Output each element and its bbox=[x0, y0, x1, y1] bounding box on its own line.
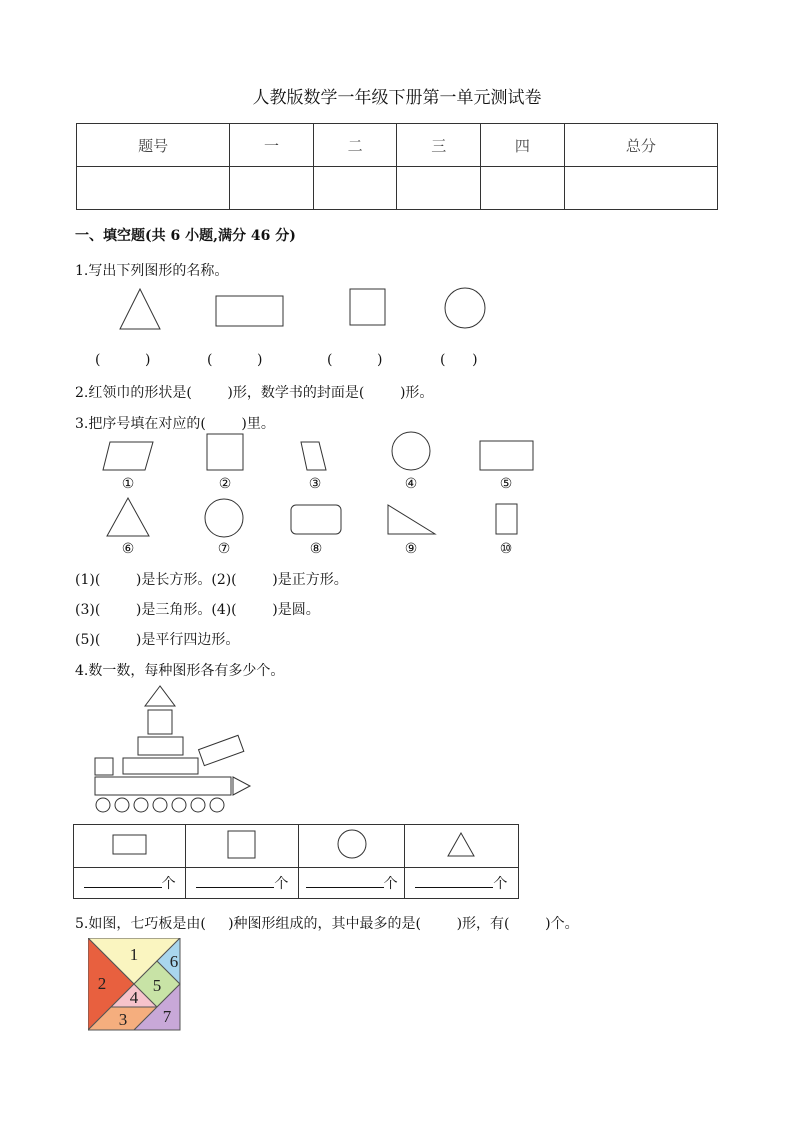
section-heading: 一、填空题(共 6 小题,满分 46 分) bbox=[75, 228, 296, 244]
circle-icon bbox=[115, 798, 129, 812]
score-header-cell: 一 bbox=[230, 124, 314, 167]
rectangle-icon bbox=[480, 441, 533, 470]
q1-blank[interactable]: ( ) bbox=[440, 352, 478, 368]
right-triangle-icon bbox=[388, 505, 435, 534]
score-header-cell: 三 bbox=[397, 124, 481, 167]
score-cell[interactable] bbox=[481, 167, 565, 210]
shape-number: ⑨ bbox=[404, 541, 418, 557]
q1-blank[interactable]: ( ) bbox=[327, 352, 383, 368]
square-icon bbox=[207, 434, 243, 470]
piece-number: 1 bbox=[129, 945, 139, 964]
parallelogram-icon bbox=[301, 442, 326, 470]
question-2: 2.红领巾的形状是( )形，数学书的封面是( )形。 bbox=[75, 385, 434, 401]
square-icon bbox=[350, 289, 385, 325]
rectangle-icon bbox=[110, 831, 150, 857]
score-header-cell: 题号 bbox=[77, 124, 230, 167]
circle-icon bbox=[191, 798, 205, 812]
answer-blank[interactable] bbox=[196, 873, 274, 888]
shape-number: ⑦ bbox=[217, 541, 231, 557]
circle-icon bbox=[96, 798, 110, 812]
q1-shapes bbox=[100, 280, 520, 350]
circle-icon bbox=[153, 798, 167, 812]
shape-number: ⑩ bbox=[499, 541, 513, 557]
rectangle-icon bbox=[95, 777, 231, 795]
rectangle-icon bbox=[496, 504, 517, 534]
count-answer-cell[interactable] bbox=[299, 868, 404, 899]
shape-number: ⑧ bbox=[309, 541, 323, 557]
tangram-figure bbox=[88, 938, 182, 1031]
score-cell[interactable] bbox=[77, 167, 230, 210]
ship-figure bbox=[90, 684, 260, 818]
circle-icon bbox=[172, 798, 186, 812]
q3-answer-line: (3)( )是三角形。(4)( )是圆。 bbox=[75, 602, 320, 618]
count-header-triangle bbox=[404, 825, 518, 868]
unit-label: 个 bbox=[383, 876, 398, 892]
page-title: 人教版数学一年级下册第一单元测试卷 bbox=[252, 88, 542, 108]
count-answer-cell[interactable] bbox=[404, 868, 518, 899]
score-cell[interactable] bbox=[397, 167, 481, 210]
count-header-square bbox=[186, 825, 299, 868]
triangle-icon bbox=[441, 829, 481, 859]
shape-number: ⑥ bbox=[121, 541, 135, 557]
circle-icon bbox=[134, 798, 148, 812]
count-table bbox=[73, 824, 519, 899]
square-icon bbox=[95, 758, 113, 775]
count-header-rectangle bbox=[74, 825, 186, 868]
shape-number: ① bbox=[121, 476, 135, 492]
piece-number: 7 bbox=[162, 1007, 172, 1026]
question-4: 4.数一数，每种图形各有多少个。 bbox=[75, 663, 285, 679]
question-1: 1.写出下列图形的名称。 bbox=[75, 263, 229, 279]
square-icon bbox=[222, 828, 262, 860]
count-header-circle bbox=[299, 825, 404, 868]
triangle-icon bbox=[107, 498, 149, 536]
circle-icon bbox=[392, 432, 430, 470]
unit-label: 个 bbox=[161, 876, 176, 892]
count-answer-cell[interactable] bbox=[186, 868, 299, 899]
circle-icon bbox=[205, 499, 243, 537]
score-header-cell: 四 bbox=[481, 124, 565, 167]
score-header-cell: 总分 bbox=[564, 124, 717, 167]
circle-icon bbox=[445, 288, 485, 328]
score-cell[interactable] bbox=[564, 167, 717, 210]
q3-answer-line: (1)( )是长方形。(2)( )是正方形。 bbox=[75, 572, 348, 588]
triangle-icon bbox=[145, 686, 175, 706]
shape-number: ③ bbox=[308, 476, 322, 492]
answer-blank[interactable] bbox=[306, 873, 384, 888]
square-icon bbox=[148, 710, 172, 734]
unit-label: 个 bbox=[493, 876, 508, 892]
rectangle-icon bbox=[199, 735, 244, 765]
score-header-cell: 二 bbox=[313, 124, 397, 167]
piece-number: 3 bbox=[118, 1010, 128, 1029]
shape-number: ⑤ bbox=[499, 476, 513, 492]
piece-number: 4 bbox=[129, 988, 139, 1007]
piece-number: 6 bbox=[169, 952, 179, 971]
question-3: 3.把序号填在对应的( )里。 bbox=[75, 416, 275, 432]
question-5: 5.如图，七巧板是由( )种图形组成的，其中最多的是( )形，有( )个。 bbox=[75, 916, 579, 932]
score-cell[interactable] bbox=[313, 167, 397, 210]
triangle-icon bbox=[120, 289, 160, 329]
score-table bbox=[76, 123, 718, 210]
q1-blank[interactable]: ( ) bbox=[207, 352, 263, 368]
triangle-icon bbox=[233, 777, 250, 795]
q3-answer-line: (5)( )是平行四边形。 bbox=[75, 632, 240, 648]
rounded-rectangle-icon bbox=[291, 505, 341, 534]
circle-icon bbox=[332, 828, 372, 860]
piece-number: 2 bbox=[97, 974, 107, 993]
rectangle-icon bbox=[138, 737, 183, 755]
circle-icon bbox=[210, 798, 224, 812]
q1-blank[interactable]: ( ) bbox=[95, 352, 151, 368]
rectangle-icon bbox=[123, 758, 198, 774]
q3-shapes bbox=[90, 428, 550, 563]
parallelogram-icon bbox=[103, 442, 153, 470]
unit-label: 个 bbox=[274, 876, 289, 892]
answer-blank[interactable] bbox=[415, 873, 493, 888]
count-answer-cell[interactable] bbox=[74, 868, 186, 899]
shape-number: ④ bbox=[404, 476, 418, 492]
score-cell[interactable] bbox=[230, 167, 314, 210]
rectangle-icon bbox=[216, 296, 283, 326]
answer-blank[interactable] bbox=[84, 873, 162, 888]
piece-number: 5 bbox=[152, 976, 162, 995]
shape-number: ② bbox=[218, 476, 232, 492]
